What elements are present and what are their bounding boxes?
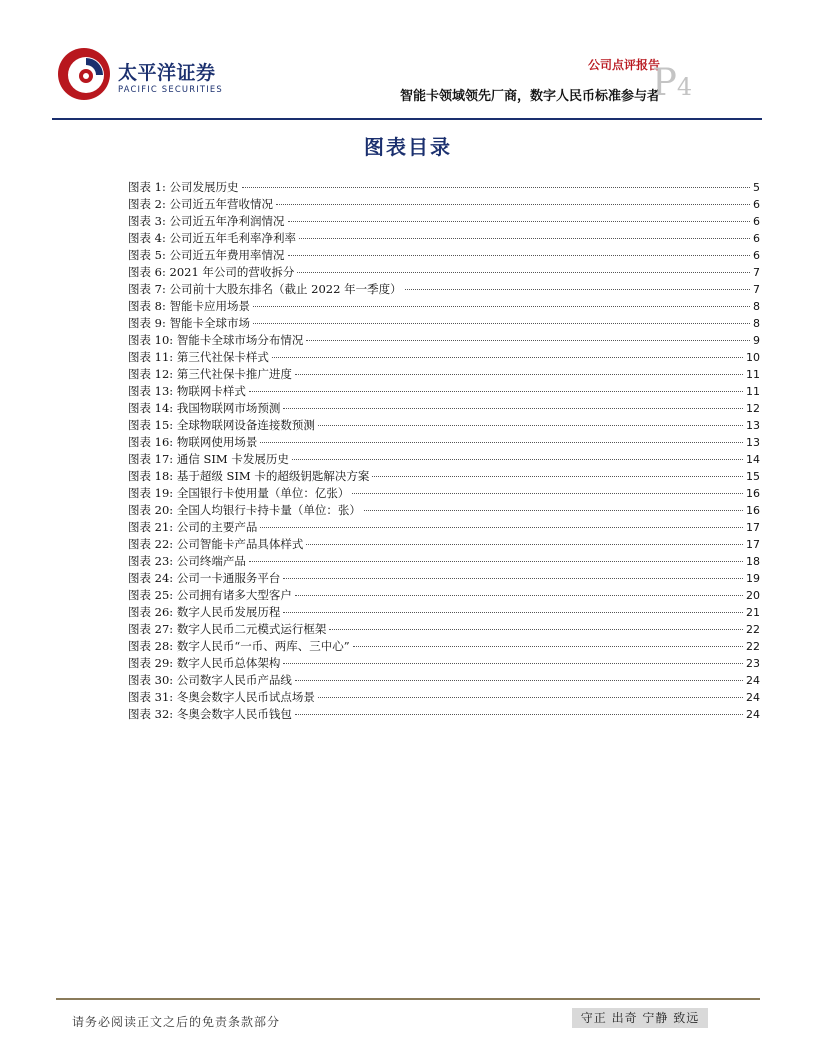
toc-entry[interactable] xyxy=(128,468,760,485)
toc-entry-page: 6 xyxy=(753,215,760,228)
toc-entry[interactable] xyxy=(128,366,760,383)
toc-entry-page: 10 xyxy=(746,351,760,364)
toc-entry[interactable] xyxy=(128,604,760,621)
toc-entry[interactable] xyxy=(128,587,760,604)
toc-entry[interactable] xyxy=(128,400,760,417)
toc-entry-page: 13 xyxy=(746,419,760,432)
toc-entry-label: 图表 28: 数字人民币“一币、两库、三中心” xyxy=(128,639,350,653)
toc-entry-page: 16 xyxy=(746,504,760,517)
toc-entry[interactable] xyxy=(128,434,760,451)
toc-entry-label: 图表 14: 我国物联网市场预测 xyxy=(128,401,281,415)
toc-entry-page: 19 xyxy=(746,572,760,585)
toc-leader-dots xyxy=(318,697,743,698)
toc-heading: 图表目录 xyxy=(364,135,452,159)
report-type: 公司点评报告 xyxy=(587,58,660,72)
toc-entry-page: 17 xyxy=(746,521,760,534)
toc-entry[interactable] xyxy=(128,672,760,689)
toc-leader-dots xyxy=(272,357,743,358)
toc-leader-dots xyxy=(292,459,743,460)
toc-entry-label: 图表 23: 公司终端产品 xyxy=(128,554,246,568)
toc-leader-dots xyxy=(295,714,743,715)
pacific-securities-logo-icon xyxy=(56,46,112,102)
toc-entry[interactable] xyxy=(128,502,760,519)
toc-leader-dots xyxy=(283,612,743,613)
logo-name-en: PACIFIC SECURITIES xyxy=(118,84,223,94)
toc-entry[interactable] xyxy=(128,315,760,332)
toc-entry-page: 21 xyxy=(746,606,760,619)
toc-entry[interactable] xyxy=(128,553,760,570)
toc-leader-dots xyxy=(249,391,743,392)
toc-entry-label: 图表 17: 通信 SIM 卡发展历史 xyxy=(128,452,289,466)
footer-disclaimer: 请务必阅读正文之后的免责条款部分 xyxy=(72,1015,281,1029)
toc-entry-label: 图表 16: 物联网使用场景 xyxy=(128,435,258,449)
toc-entry-label: 图表 13: 物联网卡样式 xyxy=(128,384,246,398)
toc-entry-page: 9 xyxy=(753,334,760,347)
toc-leader-dots xyxy=(318,425,743,426)
toc-leader-dots xyxy=(353,646,743,647)
toc-leader-dots xyxy=(260,527,743,528)
toc-leader-dots xyxy=(253,306,750,307)
logo-name-cn: 太平洋证券 xyxy=(118,62,216,84)
toc-leader-dots xyxy=(288,255,750,256)
page-number-value: 4 xyxy=(676,73,693,101)
toc-entry[interactable] xyxy=(128,298,760,315)
toc-entry[interactable] xyxy=(128,638,760,655)
toc-entry-label: 图表 11: 第三代社保卡样式 xyxy=(128,350,269,364)
toc-entry-page: 24 xyxy=(746,674,760,687)
toc-entry-label: 图表 31: 冬奥会数字人民币试点场景 xyxy=(128,690,315,704)
toc-leader-dots xyxy=(249,561,743,562)
toc-entry-page: 6 xyxy=(753,198,760,211)
footer-divider xyxy=(56,998,760,1000)
toc-entry[interactable] xyxy=(128,519,760,536)
toc-entry-label: 图表 30: 公司数字人民币产品线 xyxy=(128,673,292,687)
toc-leader-dots xyxy=(295,374,743,375)
toc-leader-dots xyxy=(295,595,743,596)
toc-entry[interactable] xyxy=(128,417,760,434)
toc-entry-label: 图表 2: 公司近五年营收情况 xyxy=(128,197,274,211)
toc-entry-page: 6 xyxy=(753,249,760,262)
toc-entry-label: 图表 5: 公司近五年费用率情况 xyxy=(128,248,285,262)
toc-entry[interactable] xyxy=(128,230,760,247)
toc-entry-label: 图表 10: 智能卡全球市场分布情况 xyxy=(128,333,304,347)
company-logo xyxy=(56,44,226,104)
toc-leader-dots xyxy=(253,323,750,324)
toc-entry[interactable] xyxy=(128,570,760,587)
toc-entry-page: 11 xyxy=(746,368,760,381)
toc-leader-dots xyxy=(288,221,750,222)
toc-entry[interactable] xyxy=(128,383,760,400)
toc-entry-label: 图表 9: 智能卡全球市场 xyxy=(128,316,251,330)
toc-leader-dots xyxy=(299,238,750,239)
toc-leader-dots xyxy=(352,493,743,494)
toc-entry-page: 16 xyxy=(746,487,760,500)
toc-leader-dots xyxy=(283,578,743,579)
header-divider xyxy=(52,118,762,120)
toc-entry-label: 图表 15: 全球物联网设备连接数预测 xyxy=(128,418,315,432)
toc-entry-label: 图表 19: 全国银行卡使用量（单位：亿张） xyxy=(128,486,350,500)
toc-entry[interactable] xyxy=(128,281,760,298)
toc-entry-page: 6 xyxy=(753,232,760,245)
toc-entry-label: 图表 4: 公司近五年毛利率净利率 xyxy=(128,231,297,245)
toc-entry-label: 图表 3: 公司近五年净利润情况 xyxy=(128,214,285,228)
toc-entry[interactable] xyxy=(128,706,760,723)
toc-entry[interactable] xyxy=(128,332,760,349)
toc-leader-dots xyxy=(295,680,743,681)
toc-entry-label: 图表 25: 公司拥有诸多大型客户 xyxy=(128,588,292,602)
footer-motto: 守正 出奇 宁静 致远 xyxy=(572,1008,708,1028)
toc-entry-label: 图表 7: 公司前十大股东排名（截止 2022 年一季度） xyxy=(128,282,402,296)
toc-entry-page: 22 xyxy=(746,640,760,653)
toc-entry-label: 图表 27: 数字人民币二元模式运行框架 xyxy=(128,622,327,636)
toc-entry-page: 5 xyxy=(753,181,760,194)
toc-entry-page: 15 xyxy=(746,470,760,483)
toc-entry-page: 12 xyxy=(746,402,760,415)
toc-entry-page: 11 xyxy=(746,385,760,398)
toc-entry-page: 14 xyxy=(746,453,760,466)
toc-entry-label: 图表 26: 数字人民币发展历程 xyxy=(128,605,281,619)
toc-entry[interactable] xyxy=(128,247,760,264)
toc-entry[interactable] xyxy=(128,451,760,468)
toc-entry-page: 24 xyxy=(746,708,760,721)
toc-entry[interactable] xyxy=(128,213,760,230)
toc-entry-label: 图表 12: 第三代社保卡推广进度 xyxy=(128,367,292,381)
toc-entry[interactable] xyxy=(128,264,760,281)
toc-entry[interactable] xyxy=(128,179,760,196)
toc-leader-dots xyxy=(276,204,750,205)
toc-entry-page: 13 xyxy=(746,436,760,449)
toc-entry-page: 8 xyxy=(753,300,760,313)
toc-entry-page: 8 xyxy=(753,317,760,330)
toc-entry[interactable] xyxy=(128,689,760,706)
toc-entry-page: 7 xyxy=(753,283,760,296)
toc-entry-label: 图表 6: 2021 年公司的营收拆分 xyxy=(128,265,295,279)
toc-entry[interactable] xyxy=(128,485,760,502)
toc-entry[interactable] xyxy=(128,349,760,366)
toc-leader-dots xyxy=(329,629,743,630)
figure-toc xyxy=(128,179,760,723)
page-number xyxy=(652,61,693,104)
toc-entry-page: 24 xyxy=(746,691,760,704)
toc-entry-label: 图表 22: 公司智能卡产品具体样式 xyxy=(128,537,304,551)
toc-entry-label: 图表 1: 公司发展历史 xyxy=(128,180,239,194)
toc-leader-dots xyxy=(283,663,743,664)
toc-entry[interactable] xyxy=(128,621,760,638)
toc-leader-dots xyxy=(242,187,750,188)
toc-leader-dots xyxy=(260,442,743,443)
toc-entry-label: 图表 29: 数字人民币总体架构 xyxy=(128,656,281,670)
page-prefix: P xyxy=(652,61,677,104)
toc-leader-dots xyxy=(306,544,743,545)
toc-entry-label: 图表 32: 冬奥会数字人民币钱包 xyxy=(128,707,292,721)
toc-leader-dots xyxy=(283,408,743,409)
toc-leader-dots xyxy=(306,340,750,341)
toc-entry-label: 图表 20: 全国人均银行卡持卡量（单位：张） xyxy=(128,503,361,517)
toc-entry-label: 图表 24: 公司一卡通服务平台 xyxy=(128,571,281,585)
toc-entry[interactable] xyxy=(128,655,760,672)
toc-entry-label: 图表 18: 基于超级 SIM 卡的超级钥匙解决方案 xyxy=(128,469,370,483)
toc-entry[interactable] xyxy=(128,536,760,553)
toc-entry-page: 23 xyxy=(746,657,760,670)
report-title: 智能卡领域领先厂商，数字人民币标准参与者 xyxy=(399,89,660,104)
toc-leader-dots xyxy=(364,510,743,511)
toc-entry-page: 17 xyxy=(746,538,760,551)
toc-entry-label: 图表 8: 智能卡应用场景 xyxy=(128,299,251,313)
toc-entry-page: 7 xyxy=(753,266,760,279)
toc-entry-page: 18 xyxy=(746,555,760,568)
toc-leader-dots xyxy=(372,476,743,477)
toc-leader-dots xyxy=(405,289,750,290)
toc-entry-label: 图表 21: 公司的主要产品 xyxy=(128,520,258,534)
toc-leader-dots xyxy=(297,272,750,273)
toc-entry-page: 22 xyxy=(746,623,760,636)
toc-entry-page: 20 xyxy=(746,589,760,602)
toc-entry[interactable] xyxy=(128,196,760,213)
